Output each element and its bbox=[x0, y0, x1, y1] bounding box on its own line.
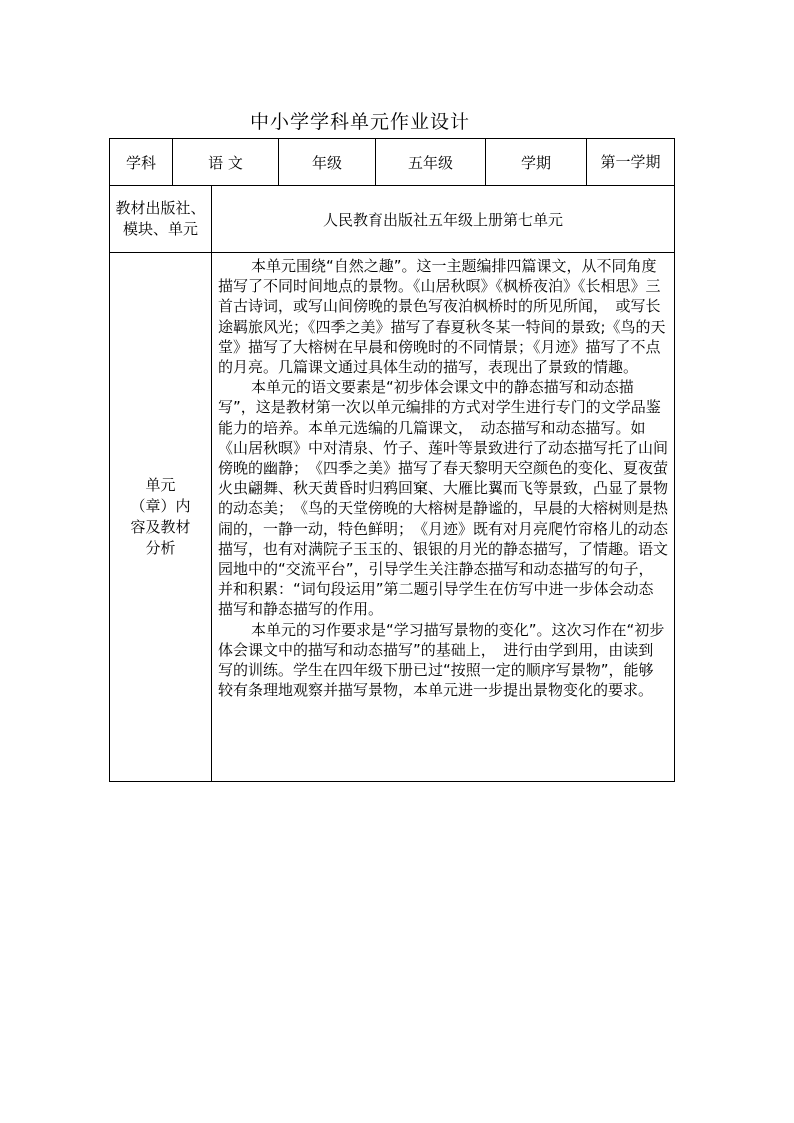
subject-value: 语 文 bbox=[173, 139, 279, 186]
analysis-paragraph-2: 本单元的语文要素是“初步体会课文中的静态描写和动态描写”，这是教材第一次以单元编排的方式对学生进行专门的文学品鉴能力的培养。本单元选编的几篇课文， 动态描写和动态描写。如《山居秋暝》中对清泉、竹子、莲叶等景致进行了动态描写托了山间傍晚的幽静； 《四季之美》描写了春天黎明天空颜色的变化、夏夜萤火虫翩舞、秋天黄昏时归鸦回窠、大雁比翼而飞等景致，凸显了景物的动态美； 《鸟的天堂傍晚的大榕树是静谧的，早晨的大榕树则是热闹的，一静一动，特色鲜明； 《月迹》既有对月亮爬竹帘格儿的动态描写，也有对满院子玉玉的、银银的月光的静态描写，了情趣。语文园地中的“交流平台”，引导学生关注静态描写和动态描写的句子， 并和积累：“词句段运用”第二题引导学生在仿写中进一步体会动态描写和静态描写的作用。 bbox=[218, 378, 669, 619]
textbook-label: 教材出版社、模块、单元 bbox=[110, 186, 212, 253]
analysis-label bbox=[110, 253, 212, 782]
header-row bbox=[110, 139, 675, 186]
analysis-paragraph-1: 本单元围绕“自然之趣”。这一主题编排四篇课文，从不同角度描写了不同时间地点的景物。《山居秋暝》《枫桥夜泊》《长相思》三首古诗词，或写山间傍晚的景色写夜泊枫桥时的所见所闻， 或写长途羁旅风光；《四季之美》描写了春夏秋冬某一特间的景致;《鸟的天堂》描写了大榕树在早晨和傍晚时的不同情景；《月迹》描写了不点的月亮。几篇课文通过具体生动的描写，表现出了景致的情趣。 bbox=[218, 257, 666, 377]
analysis-content bbox=[212, 253, 675, 782]
textbook-row bbox=[110, 186, 675, 253]
textbook-value: 人民教育出版社五年级上册第七单元 bbox=[212, 186, 675, 253]
term-label: 学期 bbox=[486, 139, 587, 186]
analysis-row bbox=[110, 253, 675, 782]
analysis-label-text: 单元（章）内容及教材分析 bbox=[130, 476, 191, 557]
term-value: 第一学期 bbox=[587, 139, 675, 186]
grade-label: 年级 bbox=[279, 139, 376, 186]
grade-value: 五年级 bbox=[376, 139, 486, 186]
subject-label: 学科 bbox=[110, 139, 173, 186]
analysis-paragraph-3: 本单元的习作要求是“学习描写景物的变化”。这次习作在“初步体会课文中的描写和动态描写”的基础上， 进行由学到用，由读到写的训练。学生在四年级下册已过“按照一定的顺序写景物”，能够较有条理地观察并描写景物，本单元进一步提出景物变化的要求。 bbox=[218, 620, 665, 700]
document-title: 中小学学科单元作业设计 bbox=[249, 111, 470, 133]
assignment-design-table bbox=[109, 138, 675, 782]
